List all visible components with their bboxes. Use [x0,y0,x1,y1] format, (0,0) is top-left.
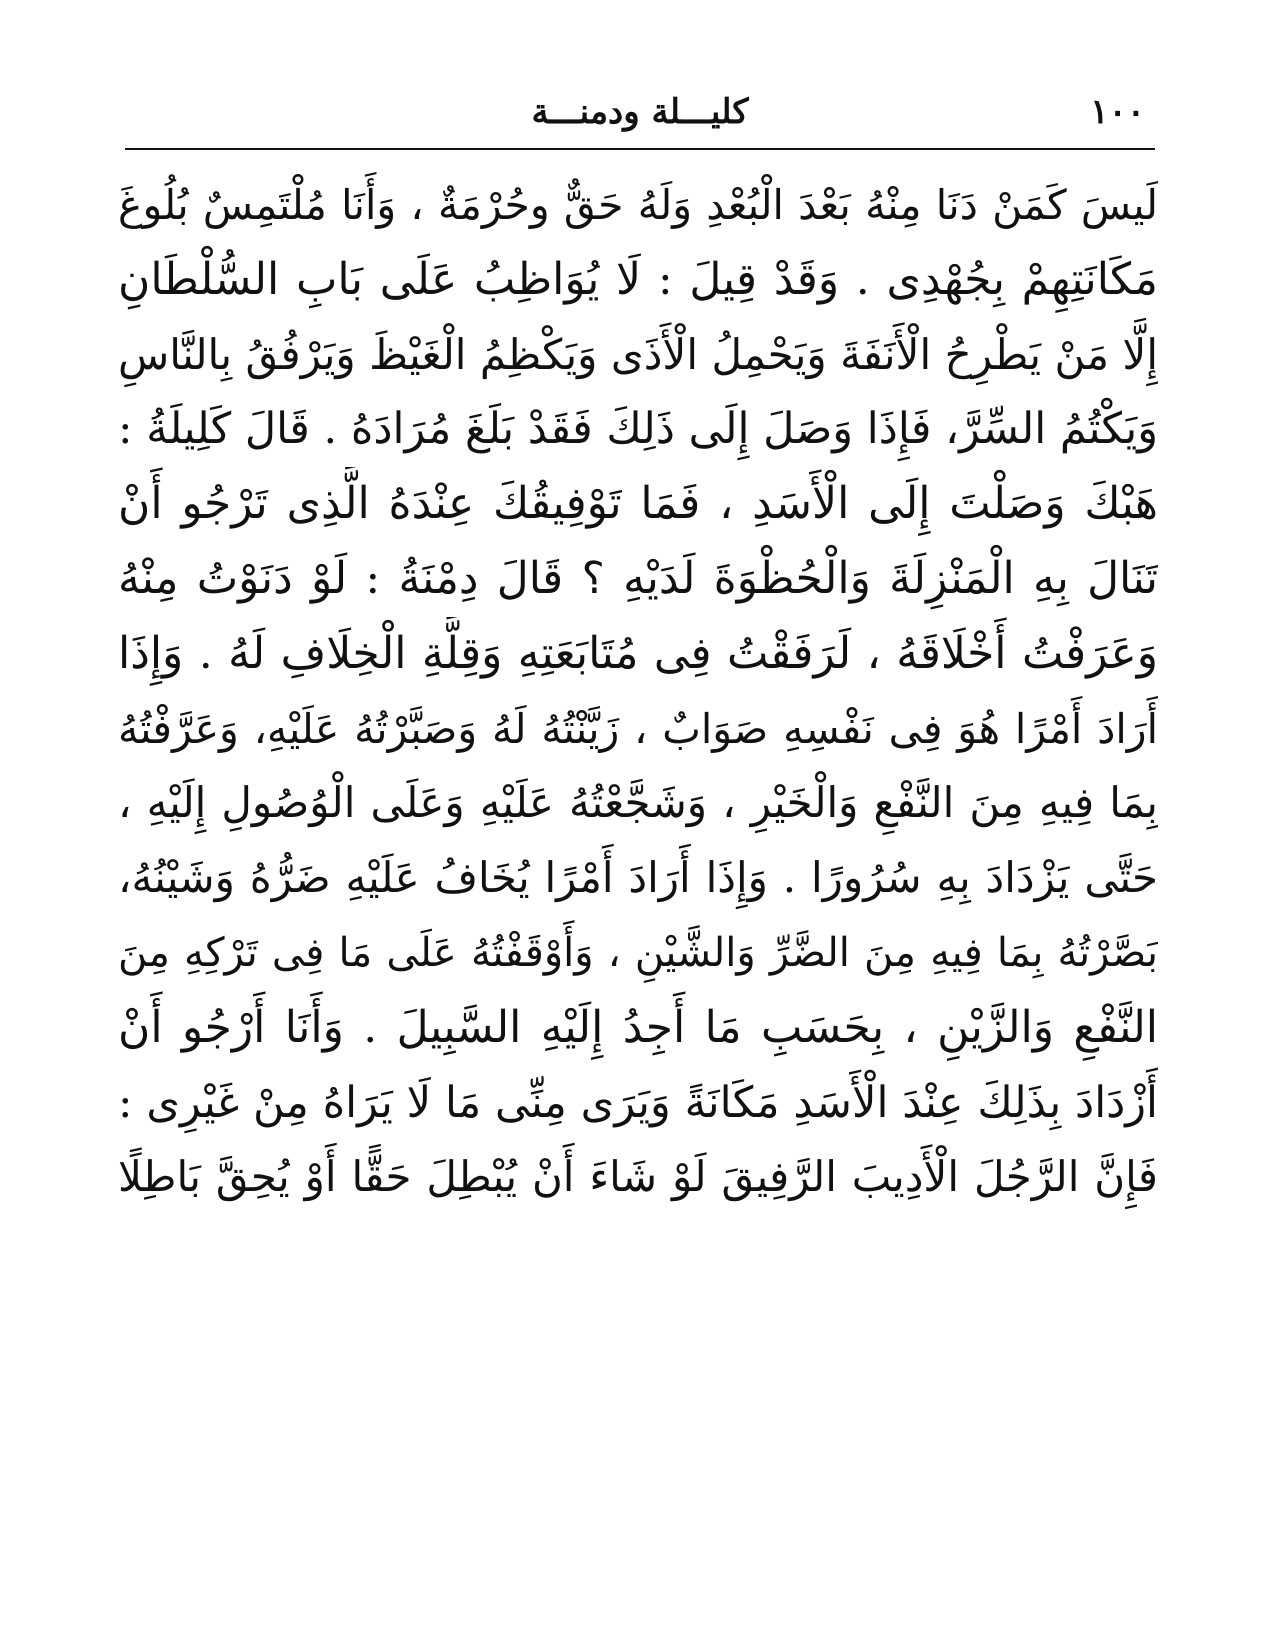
running-title: كليـــلة ودمنـــة [531,92,749,132]
page-header [125,92,1155,142]
header-rule [125,148,1155,150]
page-number: ١٠٠ [1090,92,1145,132]
text-line: النَّفْعِ وَالزَّيْنِ ، بِحَسَبِ مَا أَجِدُ إِلَيْهِ السَّبِيلَ . وَأَنَا أَرْجُو أَنْ [118,1001,1158,1053]
text-line: فَإِنَّ الرَّجُلَ الْأَدِيبَ الرَّفِيقَ لَوْ شَاءَ أَنْ يُبْطِلَ حَقًّا أَوْ يُحِقَّ بَاطِلًا [118,1152,1158,1202]
text-line: إِلَّا مَنْ يَطْرِحُ الْأَنَفَةَ وَيَحْمِلُ الْأَذَى وَيَكْظِمُ الْغَيْظَ وَيَرْفُقُ بِالنَّاسِ [118,329,1158,379]
text-line: بِمَا فِيهِ مِنَ النَّفْعِ وَالْخَيْرِ ، وَشَجَّعْتُهُ عَلَيْهِ وَعَلَى الْوُصُولِ إِلَيْهِ ، [118,778,1158,828]
text-line: وَعَرَفْتُ أَخْلَاقَهُ ، لَرَفَقْتُ فِى مُتَابَعَتِهِ وَقِلَّةِ الْخِلَافِ لَهُ . وَإِذَا [118,627,1158,679]
text-line: لَيسَ كَمَنْ دَنَا مِنْهُ بَعْدَ الْبُعْدِ وَلَهُ حَقٌّ وحُرْمَةٌ ، وَأَنَا مُلْتَمِسٌ بُلُوغَ [118,181,1158,229]
text-line: هَبْكَ وَصَلْتَ إِلَى الْأَسَدِ ، فَمَا تَوْفِيقُكَ عِنْدَهُ الَّذِى تَرْجُو أَنْ [118,478,1158,530]
text-line: بَصَّرْتُهُ بِمَا فِيهِ مِنَ الضَّرِّ وَالشَّيْنِ ، وَأَوْقَفْتُهُ عَلَى مَا فِى تَرْكِهِ مِنَ [118,929,1158,976]
text-line: حَتَّى يَزْدَادَ بِهِ سُرُورًا . وَإِذَا أَرَادَ أَمْرًا يُخَافُ عَلَيْهِ ضَرُّهُ وَشَيْنُهُ، [118,853,1158,903]
text-line: أَزْدَادَ بِذَلِكَ عِنْدَ الْأَسَدِ مَكَانَةً وَيَرَى مِنِّى مَا لَا يَرَاهُ مِنْ غَيْرِى : [118,1077,1158,1128]
text-line: وَيَكْتُمُ السِّرَّ، فَإِذَا وَصَلَ إِلَى ذَلِكَ فَقَدْ بَلَغَ مُرَادَهُ . قَالَ كَلِيلَةُ : [118,404,1158,455]
body-text [118,168,1158,1215]
text-line: تَنَالَ بِهِ الْمَنْزِلَةَ وَالْحُظْوَةَ لَدَيْهِ ؟ قَالَ دِمْنَةُ : لَوْ دَنَوْتُ مِنْهُ [118,552,1158,604]
text-line: أَرَادَ أَمْرًا هُوَ فِى نَفْسِهِ صَوَابٌ ، زَيَّنْتُهُ لَهُ وَصَبَّرْتُهُ عَلَيْهِ، وَعَرَّفْتُهُ [118,704,1158,753]
text-line: مَكَانَتِهِمْ بِجُهْدِى . وَقَدْ قِيلَ : لَا يُوَاظِبُ عَلَى بَابِ السُّلْطَانِ [118,253,1158,305]
